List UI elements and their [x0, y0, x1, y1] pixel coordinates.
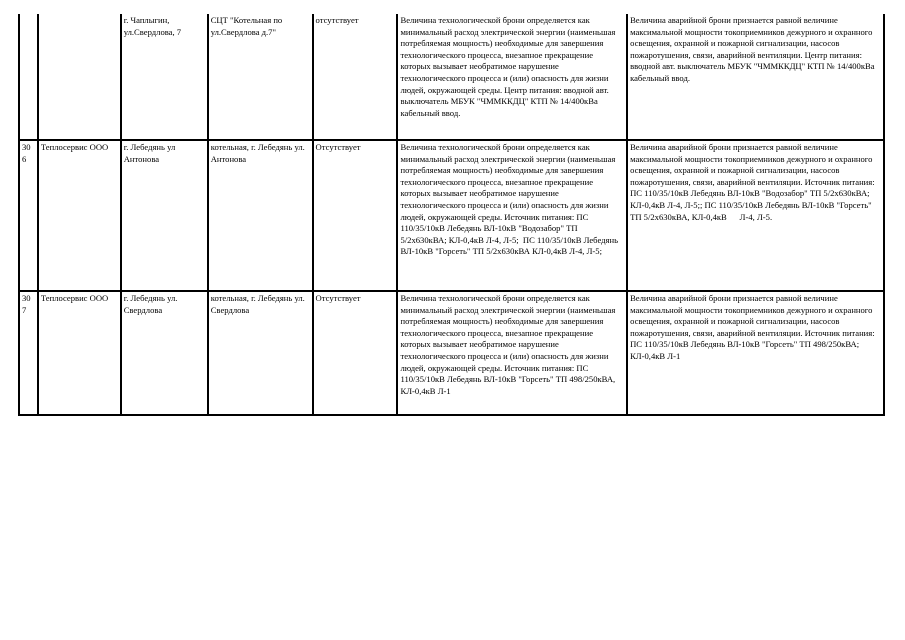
row-number-cell: 306: [19, 140, 38, 291]
presence-cell: Отсутствует: [313, 291, 398, 415]
organization-cell: [38, 14, 121, 140]
row-number-cell: 307: [19, 291, 38, 415]
row-number-cell: [19, 14, 38, 140]
table-row: [19, 291, 884, 415]
tech-reserve-cell: Величина технологической брони определяется как минимальный расход электрической энергии (наименьшая потребляемая мощность) необходимые для завершения технологического процесса, внезапное прекращение которых вызывает необратимое нарушение технологического процесса и (или) опасность для жизни людей, окружающей среды. Источник питания: ПС 110/35/10кВ Лебедянь ВЛ-10кВ "Горсеть" ТП 498/250кВА, КЛ-0,4кВ Л-1: [397, 291, 627, 415]
emergency-reserve-cell: Величина аварийной брони признается равной величине максимальной мощности токоприемников дежурного и охранного освещения, охранной и пожарной сигнализации, насосов пожаротушения, связи, аварийной вентиляции. Источник питания: ПС 110/35/10кВ Лебедянь ВЛ-10кВ "Горсеть" ТП 498/250кВА; КЛ-0,4кВ Л-1: [627, 291, 884, 415]
tech-reserve-cell: Величина технологической брони определяется как минимальный расход электрической энергии (наименьшая потребляемая мощность) необходимые для завершения технологического процесса, внезапное прекращение которых вызывает необратимое нарушение технологического процесса и (или) опасность для жизни людей, окружающей среды. Центр питания: вводной авт. выключатель МБУК "ЧММККДЦ" КТП № 14/400кВа кабельный ввод.: [397, 14, 627, 140]
presence-cell: Отсутствует: [313, 140, 398, 291]
reserve-table: [18, 14, 885, 416]
presence-cell: отсутствует: [313, 14, 398, 140]
object-cell: котельная, г. Лебедянь ул. Антонова: [208, 140, 313, 291]
table-row: [19, 14, 884, 140]
address-cell: г. Лебедянь ул. Свердлова: [121, 291, 208, 415]
table-row: [19, 140, 884, 291]
address-cell: г. Чаплыгин, ул.Свердлова, 7: [121, 14, 208, 140]
organization-cell: Теплосервис ООО: [38, 140, 121, 291]
tech-reserve-cell: Величина технологической брони определяется как минимальный расход электрической энергии (наименьшая потребляемая мощность) необходимые для завершения технологического процесса, внезапное прекращение которых вызывает необратимое нарушение технологического процесса и (или) опасность для жизни людей, окружающей среды. Источник питания: ПС 110/35/10кВ Лебедянь ВЛ-10кВ "Водозабор" ТП 5/2х630кВА; КЛ-0,4кВ Л-4, Л-5; ПС 110/35/10кВ Лебедянь ВЛ-10кВ "Горсеть" ТП 5/2х630кВА КЛ-0,4кВ Л-4, Л-5;: [397, 140, 627, 291]
object-cell: котельная, г. Лебедянь ул. Свердлова: [208, 291, 313, 415]
emergency-reserve-cell: Величина аварийной брони признается равной величине максимальной мощности токоприемников дежурного и охранного освещения, охранной и пожарной сигнализации, насосов пожаротушения, связи, аварийной вентиляции. Источник питания: ПС 110/35/10кВ Лебедянь ВЛ-10кВ "Водозабор" ТП 5/2х630кВА; КЛ-0,4кВ Л-4, Л-5;; ПС 110/35/10кВ Лебедянь ВЛ-10кВ "Горсеть" ТП 5/2х630кВА, КЛ-0,4кВ Л-4, Л-5.: [627, 140, 884, 291]
object-cell: СЦТ "Котельная по ул.Свердлова д.7": [208, 14, 313, 140]
organization-cell: Теплосервис ООО: [38, 291, 121, 415]
address-cell: г. Лебедянь ул Антонова: [121, 140, 208, 291]
emergency-reserve-cell: Величина аварийной брони признается равной величине максимальной мощности токоприемников дежурного и охранного освещения, охранной и пожарной сигнализации, насосов пожаротушения, связи, аварийной вентиляции. Центр питания: вводной авт. выключатель МБУК "ЧММККДЦ" КТП № 14/400кВа кабельный ввод.: [627, 14, 884, 140]
